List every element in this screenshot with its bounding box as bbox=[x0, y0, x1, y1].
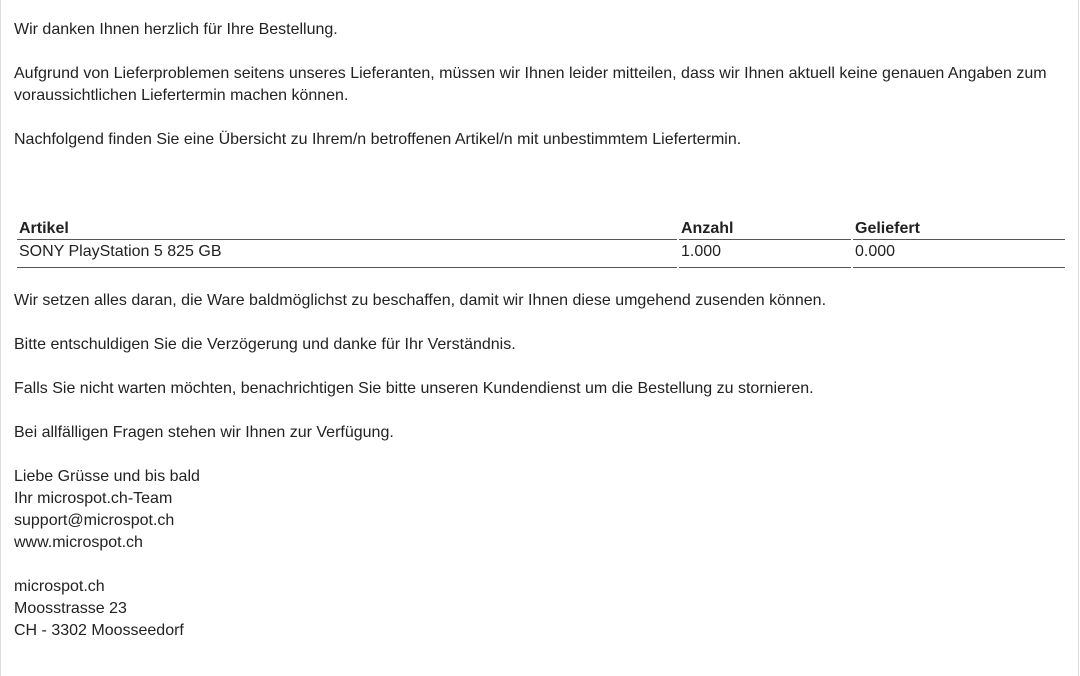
order-items-table bbox=[15, 217, 1067, 268]
signature-team: Ihr microspot.ch-Team bbox=[14, 490, 173, 507]
cell-article: SONY PlayStation 5 825 GB bbox=[17, 240, 677, 268]
header-delivered: Geliefert bbox=[853, 217, 1065, 240]
apology-paragraph: Bitte entschuldigen Sie die Verzögerung und danke für Ihr Verständnis. bbox=[14, 336, 516, 353]
address-street: Moosstrasse 23 bbox=[14, 600, 127, 617]
header-quantity: Anzahl bbox=[679, 217, 851, 240]
signature-website[interactable]: www.microspot.ch bbox=[14, 534, 143, 551]
table-header-row bbox=[17, 217, 1065, 240]
header-article: Artikel bbox=[17, 217, 677, 240]
address-company: microspot.ch bbox=[14, 578, 105, 595]
cell-delivered: 0.000 bbox=[853, 240, 1065, 268]
spacer bbox=[14, 173, 1066, 217]
table-row bbox=[17, 240, 1065, 268]
effort-paragraph: Wir setzen alles daran, die Ware baldmöglichst zu beschaffen, damit wir Ihnen diese umgehend zusenden können. bbox=[14, 292, 827, 309]
signature-email[interactable]: support@microspot.ch bbox=[14, 512, 175, 529]
cell-quantity: 1.000 bbox=[679, 240, 851, 268]
thanks-paragraph: Wir danken Ihnen herzlich für Ihre Bestellung. bbox=[14, 21, 338, 38]
signature-greeting: Liebe Grüsse und bis bald bbox=[14, 468, 200, 485]
overview-paragraph: Nachfolgend finden Sie eine Übersicht zu Ihrem/n betroffenen Artikel/n mit unbestimmtem Liefertermin. bbox=[14, 131, 742, 148]
email-body bbox=[14, 19, 1066, 664]
cancel-paragraph: Falls Sie nicht warten möchten, benachrichtigen Sie bitte unseren Kundendienst um die Bestellung zu stornieren. bbox=[14, 380, 814, 397]
questions-paragraph: Bei allfälligen Fragen stehen wir Ihnen zur Verfügung. bbox=[14, 424, 394, 441]
address-block bbox=[14, 576, 1066, 642]
delivery-problem-paragraph: Aufgrund von Lieferproblemen seitens unseres Lieferanten, müssen wir Ihnen leider mitteilen, dass wir Ihnen aktuell keine genauen Angaben zum voraussichtlichen Liefertermin machen können. bbox=[14, 65, 1047, 104]
signature-block bbox=[14, 466, 1066, 554]
address-city: CH - 3302 Moosseedorf bbox=[14, 622, 184, 639]
